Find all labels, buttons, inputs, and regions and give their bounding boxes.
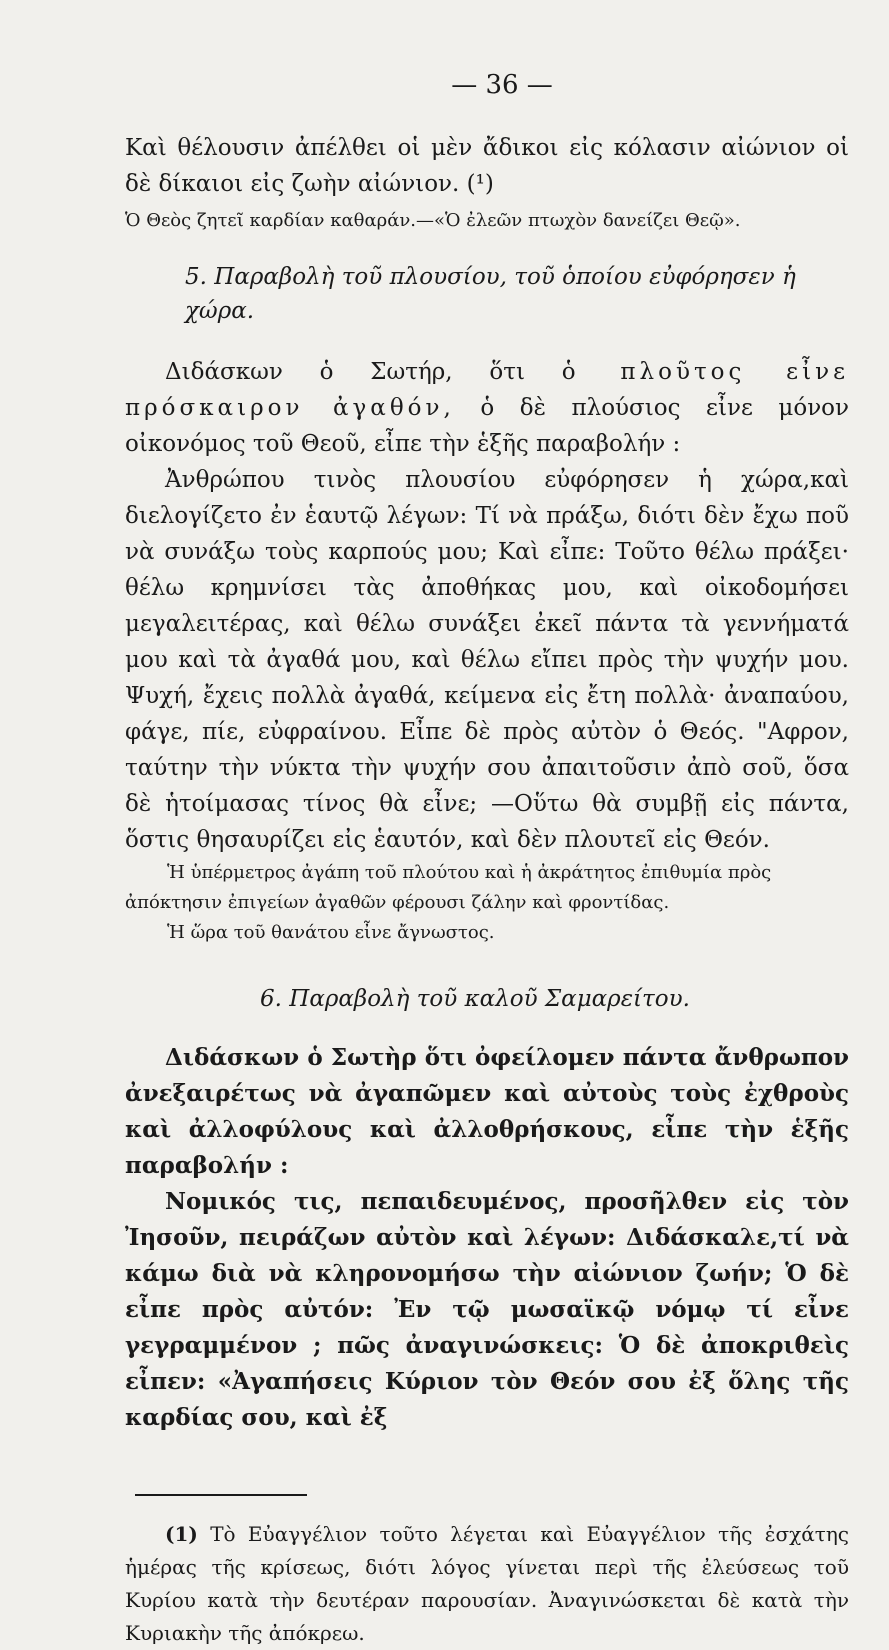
heading-good-samaritan: 6. Παραβολὴ τοῦ καλοῦ Σαμαρείτου.: [260, 986, 690, 1012]
intro-rest: ὁ δὲ πλούσιος εἶνε μόνον οἰκονόμος τοῦ Θεοῦ, εἶπε τὴν ἑξῆς παραβολήν :: [125, 395, 850, 457]
note-love-of-wealth: Ἡ ὑπέρμετρος ἀγάπη τοῦ πλούτου καὶ ἡ ἀκράτητος ἐπιθυμία πρὸς ἀπόκτησιν ἐπιγείων ἀγαθῶν φέρουσι ζάλην καὶ φροντίδας.: [125, 862, 772, 913]
paragraph-judgment: Καὶ θέλουσιν ἀπέλθει οἱ μὲν ἄδικοι εἰς κόλασιν αἰώνιον οἱ δὲ δίκαιοι εἰς ζωὴν αἰώνιον. (¹): [125, 135, 849, 197]
paragraph-samaritan-intro: Διδάσκων ὁ Σωτὴρ ὅτι ὀφείλομεν πάντα ἄνθρωπον ἀνεξαιρέτως νὰ ἀγαπῶμεν καὶ αὐτοὺς τοὺς ἐχθροὺς καὶ ἀλλοφύλους καὶ ἀλλοθρήσκους, εἶπε τὴν ἑξῆς παραβολήν :: [125, 1044, 849, 1179]
intro-text: Διδάσκων ὁ Σωτήρ, ὅτι: [165, 359, 525, 385]
page-number: — 36 —: [451, 70, 553, 100]
spaced-emphasis: ὁ πλοῦτος εἶνε πρόσκαιρον ἀγαθόν,: [125, 359, 850, 421]
note-pure-heart: Ὁ Θεὸς ζητεῖ καρδίαν καθαράν.—«Ὁ ἐλεῶν πτωχὸν δανείζει Θεῷ».: [125, 210, 741, 231]
paragraph-rich-man-intro: [125, 354, 849, 462]
paragraph-rich-man-parable: Ἀνθρώπου τινὸς πλουσίου εὐφόρησεν ἡ χώρα,καὶ διελογίζετο ἐν ἑαυτῷ λέγων: Τί νὰ πράξω, διότι δὲν ἔχω ποῦ νὰ συνάξω τοὺς καρπούς μου; Καὶ εἶπε: Τοῦτο θέλω πράξει· θέλω κρημνίσει τὰς ἀποθήκας μου, καὶ οἰκοδομήσει μεγαλειτέρας, καὶ θέλω συνάξει ἐκεῖ πάντα τὰ γεννήματά μου καὶ τὰ ἀγαθά μου, καὶ θέλω εἴπει πρὸς τὴν ψυχήν μου. Ψυχή, ἔχεις πολλὰ ἀγαθά, κείμενα εἰς ἔτη πολλὰ· ἀναπαύου, φάγε, πίε, εὐφραίνου. Εἶπε δὲ πρὸς αὐτὸν ὁ Θεός. "Αφρον, ταύτην τὴν νύκτα τὴν ψυχήν σου ἀπαιτοῦσιν ἀπὸ σοῦ, ὅσα δὲ ἡτοίμασας τίνος θὰ εἶνε; —Οὕτω θὰ συμβῇ εἰς πάντα, ὅστις θησαυρίζει εἰς ἑαυτόν, καὶ δὲν πλουτεῖ εἰς Θεόν.: [125, 467, 849, 853]
footnote-text: Τὸ Εὐαγγέλιον τοῦτο λέγεται καὶ Εὐαγγέλιον τῆς ἐσχάτης ἡμέρας τῆς κρίσεως, διότι λόγος γίνεται περὶ τῆς ἐλεύσεως τοῦ Κυρίου κατὰ τὴν δευτέραν παρουσίαν. Ἀναγινώσκεται δὲ κατὰ τὴν Κυριακὴν τῆς ἀπόκρεω.: [125, 1522, 849, 1645]
footnote-divider: [135, 1494, 307, 1496]
heading-parable-rich-man: 5. Παραβολὴ τοῦ πλουσίου, τοῦ ὁποίου εὐφόρησεν ἡ χώρα.: [185, 264, 796, 324]
paragraph-lawyer-question: Νομικός τις, πεπαιδευμένος, προσῆλθεν εἰς τὸν Ἰησοῦν, πειράζων αὐτὸν καὶ λέγων: Διδάσκαλε,τί νὰ κάμω διὰ νὰ κληρονομήσω τὴν αἰώνιον ζωήν; Ὁ δὲ εἶπε πρὸς αὐτόν: Ἐν τῷ μωσαϊκῷ νόμῳ τί εἶνε γεγραμμένον ; πῶς ἀναγινώσκεις: Ὁ δὲ ἀποκριθεὶς εἶπεν: «Ἀγαπήσεις Κύριον τὸν Θεόν σου ἐξ ὅλης τῆς καρδίας σου, καὶ ἐξ: [125, 1188, 849, 1431]
note-hour-of-death: Ἡ ὥρα τοῦ θανάτου εἶνε ἄγνωστος.: [167, 922, 495, 943]
footnote-mark: (1): [165, 1522, 198, 1546]
footnote: [125, 1518, 849, 1650]
